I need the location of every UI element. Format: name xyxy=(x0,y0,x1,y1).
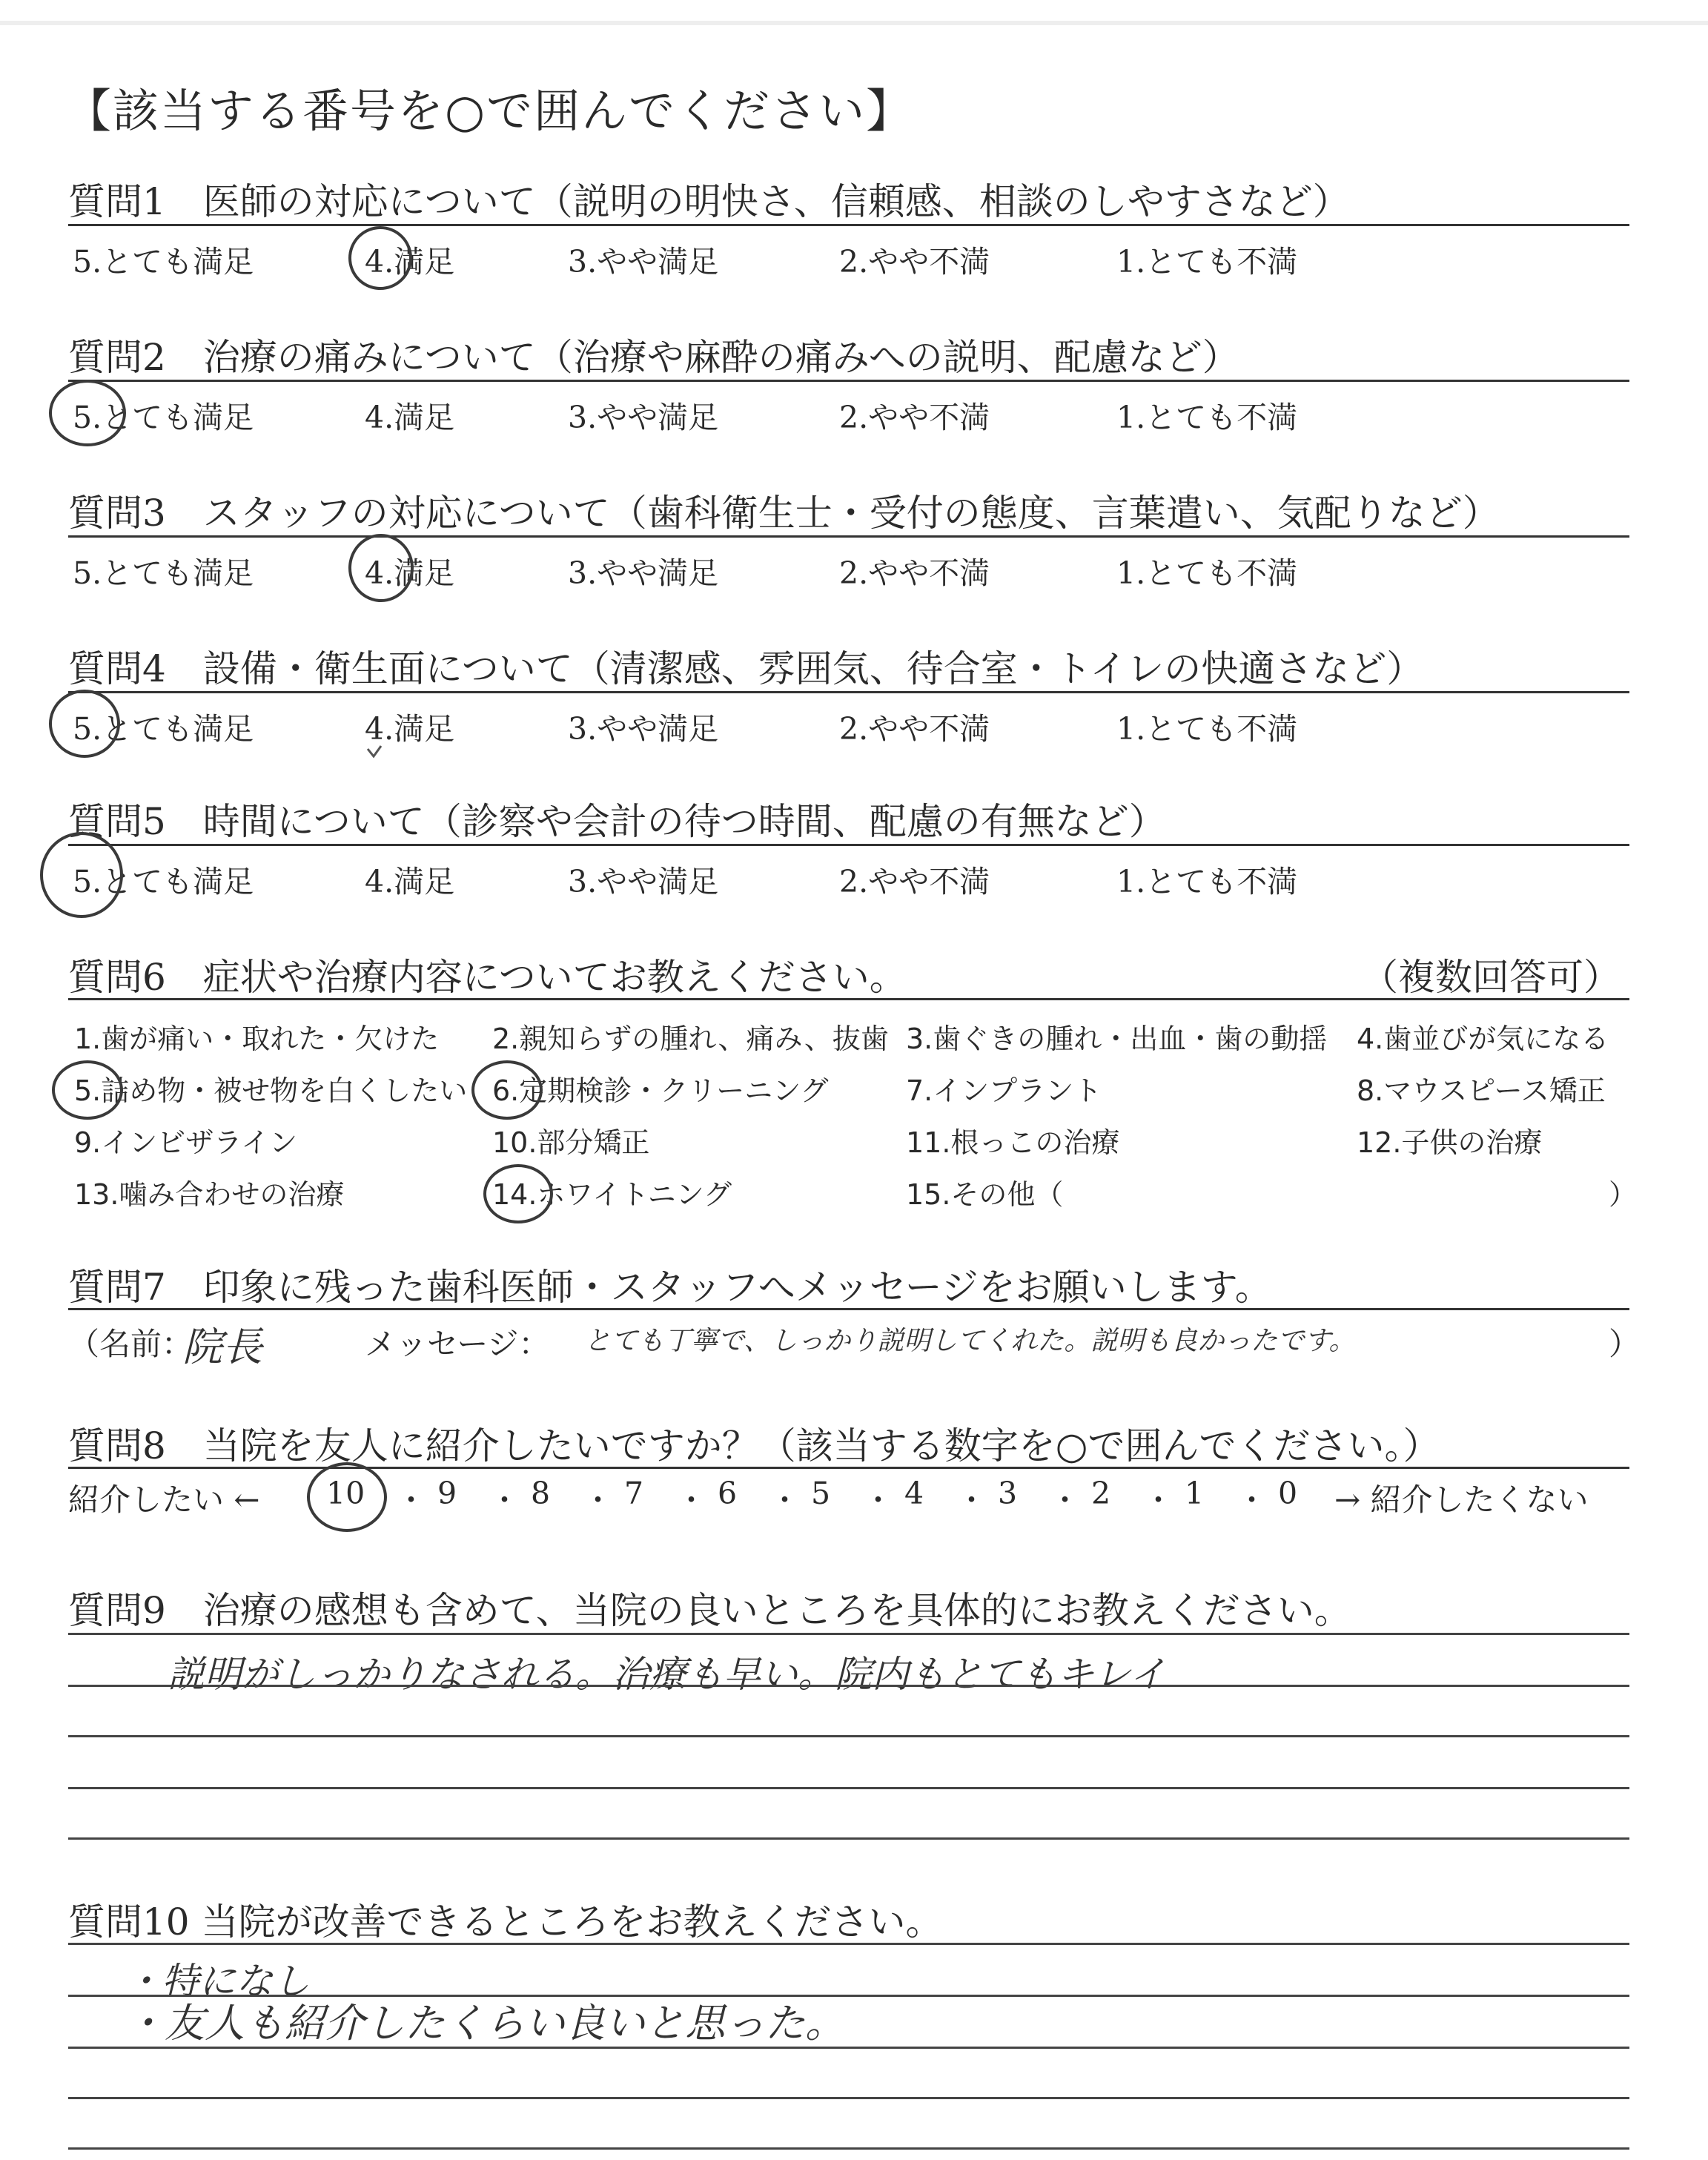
q4-option-5[interactable]: 5.とても満足 xyxy=(73,711,254,747)
q6-option-6[interactable]: 6.定期検診・クリーニング xyxy=(492,1074,829,1107)
q8-dot: ・ xyxy=(1050,1482,1080,1518)
q3-option-1[interactable]: 1.とても不満 xyxy=(1116,555,1298,591)
q8-right-label: → 紹介したくない xyxy=(1334,1482,1589,1518)
question-6-note: （複数回答可） xyxy=(1361,956,1621,999)
q5-option-5[interactable]: 5.とても満足 xyxy=(73,864,254,899)
q6-option-1[interactable]: 1.歯が痛い・取れた・欠けた xyxy=(74,1023,440,1055)
q7-close-paren: ） xyxy=(1609,1326,1641,1362)
question-3-title: 質問3 スタッフの対応について（歯科衛生士・受付の態度、言葉遣い、気配りなど） xyxy=(68,492,1500,535)
q6-option-14[interactable]: 14.ホワイトニング xyxy=(492,1178,732,1211)
q8-scale-7[interactable]: 7 xyxy=(624,1476,644,1511)
q8-scale-8[interactable]: 8 xyxy=(531,1476,551,1511)
q6-option-5[interactable]: 5.詰め物・被せ物を白くしたい xyxy=(74,1074,468,1107)
q8-scale-5[interactable]: 5 xyxy=(811,1476,831,1511)
question-10-title: 質問10 当院が改善できるところをお教えください。 xyxy=(68,1900,943,1943)
q9-answer[interactable]: 説明がしっかりなされる。治療も早い。院内もとてもキレイ xyxy=(168,1653,1166,1696)
q2-option-4[interactable]: 4.満足 xyxy=(365,400,455,435)
q8-left-label: 紹介したい ← xyxy=(68,1482,260,1518)
q4-option-3[interactable]: 3.やや満足 xyxy=(568,711,719,747)
check-tick-mark xyxy=(368,746,381,756)
q7-name-label: （名前： xyxy=(68,1326,193,1362)
q8-scale-2[interactable]: 2 xyxy=(1091,1476,1111,1511)
q8-dot: ・ xyxy=(1143,1482,1174,1518)
question-6-title: 質問6 症状や治療内容についてお教えください。 xyxy=(68,956,907,999)
q1-option-1[interactable]: 1.とても不満 xyxy=(1116,244,1298,280)
q1-option-3[interactable]: 3.やや満足 xyxy=(568,244,719,280)
question-8-title: 質問8 当院を友人に紹介したいですか？（該当する数字を○で囲んでください。） xyxy=(68,1424,1440,1467)
question-7-title: 質問7 印象に残った歯科医師・スタッフへメッセージをお願いします。 xyxy=(68,1266,1272,1309)
q5-option-4[interactable]: 4.満足 xyxy=(365,864,455,899)
q10-answer-line-1[interactable]: ・特になし xyxy=(125,1960,310,2003)
q1-option-2[interactable]: 2.やや不満 xyxy=(839,244,990,280)
q7-message-value[interactable]: とても丁寧で、しっかり説明してくれた。説明も良かったです。 xyxy=(584,1326,1356,1356)
q8-scale-6[interactable]: 6 xyxy=(718,1476,738,1511)
q8-dot: ・ xyxy=(396,1482,426,1518)
q4-option-2[interactable]: 2.やや不満 xyxy=(839,711,990,747)
q7-message-label: メッセージ： xyxy=(365,1326,550,1362)
q6-option-7[interactable]: 7.インプラント xyxy=(906,1074,1102,1107)
q8-scale-1[interactable]: 1 xyxy=(1185,1476,1205,1511)
q10-answer-line-2[interactable]: ・友人も紹介したくらい良いと思った。 xyxy=(125,2000,845,2047)
q8-scale-4[interactable]: 4 xyxy=(904,1476,924,1511)
q5-option-3[interactable]: 3.やや満足 xyxy=(568,864,719,899)
q8-scale-0[interactable]: 0 xyxy=(1278,1476,1298,1511)
question-2-title: 質問2 治療の痛みについて（治療や麻酔の痛みへの説明、配慮など） xyxy=(68,336,1239,379)
q3-option-3[interactable]: 3.やや満足 xyxy=(568,555,719,591)
q8-dot: ・ xyxy=(769,1482,800,1518)
q8-dot: ・ xyxy=(956,1482,987,1518)
q6-option-4[interactable]: 4.歯並びが気になる xyxy=(1357,1023,1609,1055)
q6-other-close: ） xyxy=(1609,1178,1638,1211)
q8-dot: ・ xyxy=(1237,1482,1267,1518)
q2-option-3[interactable]: 3.やや満足 xyxy=(568,400,719,435)
q3-option-5[interactable]: 5.とても満足 xyxy=(73,555,254,591)
q5-option-1[interactable]: 1.とても不満 xyxy=(1116,864,1298,899)
q8-dot: ・ xyxy=(489,1482,520,1518)
question-4-title: 質問4 設備・衛生面について（清潔感、雰囲気、待合室・トイレの快適さなど） xyxy=(68,647,1424,690)
q8-dot: ・ xyxy=(676,1482,706,1518)
q4-option-4[interactable]: 4.満足 xyxy=(365,711,455,747)
q3-option-2[interactable]: 2.やや不満 xyxy=(839,555,990,591)
q2-option-5[interactable]: 5.とても満足 xyxy=(73,400,254,435)
q6-option-9[interactable]: 9.インビザライン xyxy=(74,1126,298,1159)
q2-option-1[interactable]: 1.とても不満 xyxy=(1116,400,1298,435)
q8-scale-3[interactable]: 3 xyxy=(998,1476,1018,1511)
q7-name-value[interactable]: 院長 xyxy=(182,1324,262,1370)
q2-option-2[interactable]: 2.やや不満 xyxy=(839,400,990,435)
q6-option-15[interactable]: 15.その他（ xyxy=(906,1178,1064,1211)
form-heading: 【該当する番号を○で囲んでください】 xyxy=(65,84,914,138)
q6-option-2[interactable]: 2.親知らずの腫れ、痛み、抜歯 xyxy=(492,1023,889,1055)
q6-option-12[interactable]: 12.子供の治療 xyxy=(1357,1126,1543,1159)
question-9-title: 質問9 治療の感想も含めて、当院の良いところを具体的にお教えください。 xyxy=(68,1589,1351,1632)
q5-option-2[interactable]: 2.やや不満 xyxy=(839,864,990,899)
q3-option-4[interactable]: 4.満足 xyxy=(365,555,455,591)
q6-option-8[interactable]: 8.マウスピース矯正 xyxy=(1357,1074,1606,1107)
q8-scale-10[interactable]: 10 xyxy=(326,1476,365,1511)
q6-option-11[interactable]: 11.根っこの治療 xyxy=(906,1126,1120,1159)
question-5-title: 質問5 時間について（診察や会計の待つ時間、配慮の有無など） xyxy=(68,800,1166,843)
question-1-title: 質問1 医師の対応について（説明の明快さ、信頼感、相談のしやすさなど） xyxy=(68,180,1350,223)
q1-option-5[interactable]: 5.とても満足 xyxy=(73,244,254,280)
q1-option-4[interactable]: 4.満足 xyxy=(365,244,455,280)
q8-dot: ・ xyxy=(863,1482,893,1518)
q6-option-13[interactable]: 13.噛み合わせの治療 xyxy=(74,1178,345,1211)
q4-option-1[interactable]: 1.とても不満 xyxy=(1116,711,1298,747)
q6-option-3[interactable]: 3.歯ぐきの腫れ・出血・歯の動揺 xyxy=(906,1023,1328,1055)
q8-dot: ・ xyxy=(583,1482,613,1518)
q8-scale-9[interactable]: 9 xyxy=(437,1476,457,1511)
q6-option-10[interactable]: 10.部分矯正 xyxy=(492,1126,650,1159)
